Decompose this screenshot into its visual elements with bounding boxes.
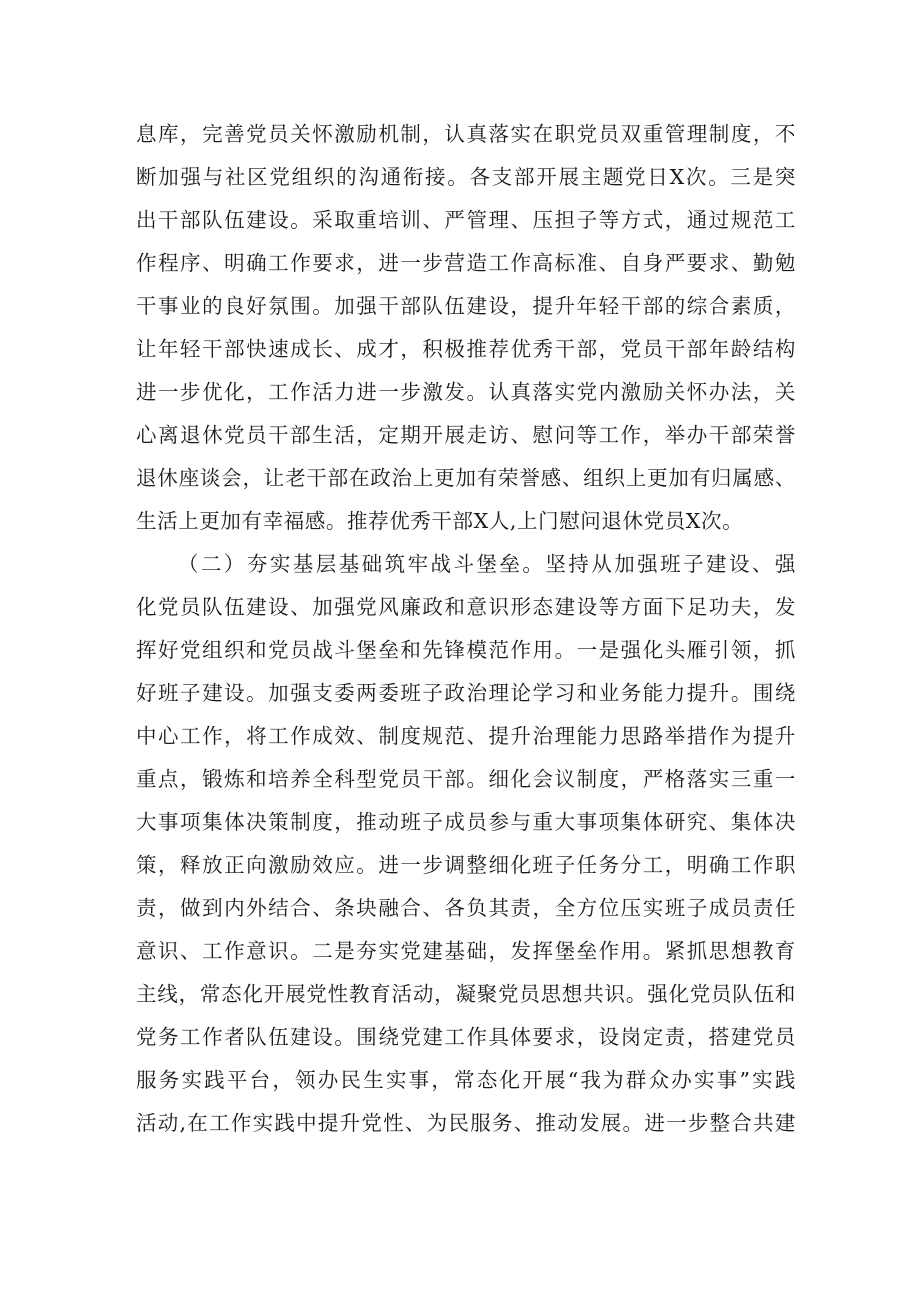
paragraph-line: 重点，锻炼和培养全科型党员干部。细化会议制度，严格落实三重一 xyxy=(136,767,796,791)
paragraph-line: 息库，完善党员关怀激励机制，认真落实在职党员双重管理制度，不 xyxy=(136,122,796,146)
paragraph-line: 生活上更加有幸福感。推荐优秀干部X人,上门慰问退休党员X次。 xyxy=(136,509,744,533)
paragraph-line: 主线，常态化开展党性教育活动，凝聚党员思想共识。强化党员队伍和 xyxy=(136,982,796,1006)
section-heading-line: （二）夯实基层基础筑牢战斗堡垒。坚持从加强班子建设、强 xyxy=(178,552,796,576)
paragraph-line: 活动,在工作实践中提升党性、为民服务、推动发展。进一步整合共建 xyxy=(136,1111,796,1135)
paragraph-line: 干事业的良好氛围。加强干部队伍建设，提升年轻干部的综合素质， xyxy=(136,294,796,318)
paragraph-line: 退休座谈会，让老干部在政治上更加有荣誉感、组织上更加有归属感、 xyxy=(136,466,796,490)
paragraph-line: 心离退休党员干部生活，定期开展走访、慰问等工作，举办干部荣誉 xyxy=(136,423,796,447)
paragraph-line: 责，做到内外结合、条块融合、各负其责，全方位压实班子成员责任 xyxy=(136,896,796,920)
paragraph-line: 服务实践平台，领办民生实事，常态化开展“我为群众办实事”实践 xyxy=(136,1068,796,1092)
paragraph-line: 好班子建设。加强支委两委班子政治理论学习和业务能力提升。围绕 xyxy=(136,681,796,705)
paragraph-line: 进一步优化，工作活力进一步激发。认真落实党内激励关怀办法，关 xyxy=(136,380,796,404)
paragraph-line: 意识、工作意识。二是夯实党建基础，发挥堡垒作用。紧抓思想教育 xyxy=(136,939,796,963)
paragraph-line: 化党员队伍建设、加强党风廉政和意识形态建设等方面下足功夫，发 xyxy=(136,595,796,619)
paragraph-line: 出干部队伍建设。采取重培训、严管理、压担子等方式，通过规范工 xyxy=(136,208,796,232)
paragraph-line: 大事项集体决策制度，推动班子成员参与重大事项集体研究、集体决 xyxy=(136,810,796,834)
paragraph-line: 作程序、明确工作要求，进一步营造工作高标准、自身严要求、勤勉 xyxy=(136,251,796,275)
paragraph-line: 断加强与社区党组织的沟通衔接。各支部开展主题党日X次。三是突 xyxy=(136,165,796,189)
paragraph-line: 挥好党组织和党员战斗堡垒和先锋模范作用。一是强化头雁引领，抓 xyxy=(136,638,796,662)
paragraph-line: 策，释放正向激励效应。进一步调整细化班子任务分工，明确工作职 xyxy=(136,853,796,877)
paragraph-line: 让年轻干部快速成长、成才，积极推荐优秀干部，党员干部年龄结构 xyxy=(136,337,796,361)
paragraph-line: 党务工作者队伍建设。围绕党建工作具体要求，设岗定责，搭建党员 xyxy=(136,1025,796,1049)
paragraph-line: 中心工作，将工作成效、制度规范、提升治理能力思路举措作为提升 xyxy=(136,724,796,748)
